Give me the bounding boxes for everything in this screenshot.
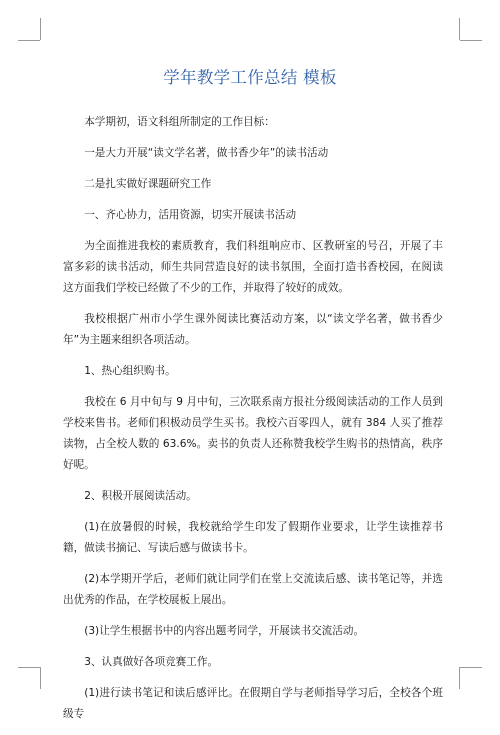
crop-mark-bottom-right [460,667,482,668]
paragraph: (1)在放暑假的时候，我校就给学生印发了假期作业要求，让学生读推荐书籍，做读书摘记、写读后感与做读书卡。 [63,521,443,554]
paragraph: (3)让学生根据书中的内容出题考同学，开展读书交流活动。 [84,625,365,637]
subsection-heading: 1、热心组织购书。 [84,365,176,377]
paragraph: 我校在 6 月中旬与 9 月中旬，三次联系南方报社分级阅读活动的工作人员到学校来售书。老师们积极动员学生买书。我校六百零四人，就有 384 人买了推荐读物，占全校人数的 63.6%。卖书的负责人还称赞我校学生购书的热情高，秩序好呢。 [63,396,443,471]
crop-mark-bottom-right [459,667,460,689]
paragraph: 为全面推进我校的素质教育，我们科组响应市、区教研室的号召，开展了丰富多彩的读书活动，师生共同营造良好的读书氛围，全面打造书香校园，在阅读这方面我们学校已经做了不少的工作，并取得了较好的成效。 [63,240,443,294]
paragraph: 我校根据广州市小学生课外阅读比赛活动方案，以“读文学名著，做书香少年”为主题来组织各项活动。 [63,313,443,346]
crop-mark-top-left [40,18,41,40]
crop-mark-bottom-left [40,667,41,689]
subsection-heading: 2、积极开展阅读活动。 [84,490,197,502]
crop-mark-top-right [460,40,482,41]
paragraph: (2)本学期开学后，老师们就让同学们在堂上交流读后感、读书笔记等，并选出优秀的作品，在学校展板上展出。 [63,573,443,606]
crop-mark-top-left [18,40,40,41]
paragraph: 二是扎实做好课题研究工作 [84,178,212,190]
paragraph: 一是大力开展“读文学名著，做书香少年”的读书活动 [84,147,329,159]
paragraph: 本学期初，语文科组所制定的工作目标： [84,116,275,128]
section-heading: 一、齐心协力，活用资源，切实开展读书活动 [84,209,297,221]
crop-mark-bottom-left [18,667,40,668]
crop-mark-top-right [459,18,460,40]
subsection-heading: 3、认真做好各项竞赛工作。 [84,656,219,668]
document-body [63,112,443,735]
paragraph: (1)进行读书笔记和读后感评比。在假期自学与老师指导学习后，全校各个班级专 [63,687,443,720]
document-title: 学年教学工作总结 模板 [163,68,337,87]
